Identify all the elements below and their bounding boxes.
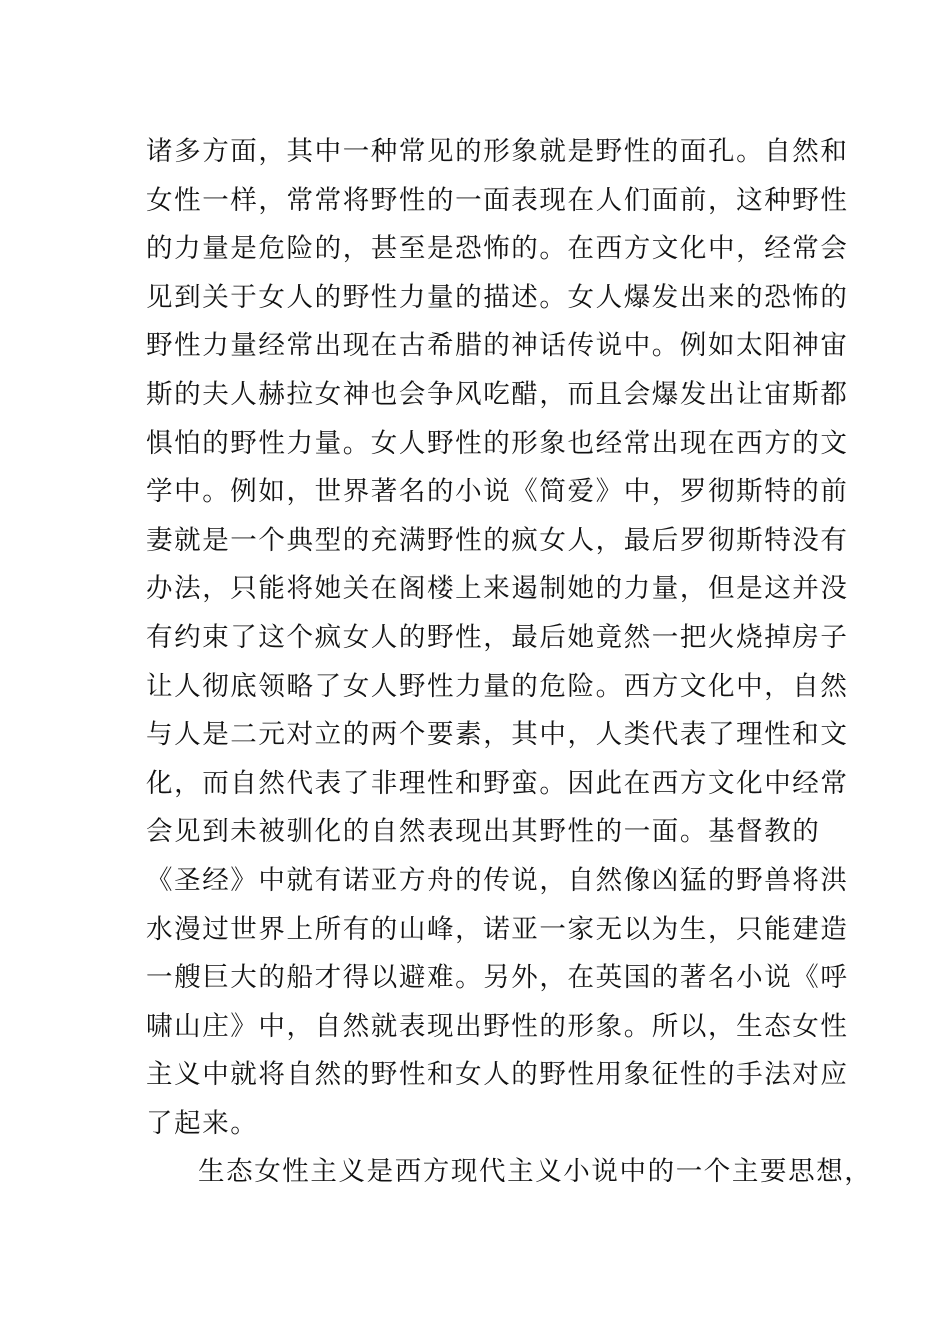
text-line: 妻就是一个典型的充满野性的疯女人，最后罗彻斯特没有 <box>146 524 849 556</box>
text-line: 有约束了这个疯女人的野性，最后她竟然一把火烧掉房子 <box>146 621 849 653</box>
text-line: 生态女性主义是西方现代主义小说中的一个主要思想， <box>198 1156 873 1188</box>
text-line: 女性一样，常常将野性的一面表现在人们面前，这种野性 <box>146 184 849 216</box>
text-line: 见到关于女人的野性力量的描述。女人爆发出来的恐怖的 <box>146 281 849 313</box>
text-line: 《圣经》中就有诺亚方舟的传说，自然像凶猛的野兽将洪 <box>146 864 849 896</box>
paragraph <box>146 128 849 1148</box>
text-line: 主义中就将自然的野性和女人的野性用象征性的手法对应 <box>146 1059 849 1091</box>
text-line: 化，而自然代表了非理性和野蛮。因此在西方文化中经常 <box>146 767 849 799</box>
text-line: 会见到未被驯化的自然表现出其野性的一面。基督教的 <box>146 816 821 848</box>
body-text <box>146 128 873 1197</box>
text-line: 诸多方面，其中一种常见的形象就是野性的面孔。自然和 <box>146 136 849 167</box>
text-line: 的力量是危险的，甚至是恐怖的。在西方文化中，经常会 <box>146 233 849 265</box>
text-line: 水漫过世界上所有的山峰，诺亚一家无以为生，只能建造 <box>146 913 849 945</box>
text-line: 让人彻底领略了女人野性力量的危险。西方文化中，自然 <box>146 670 849 702</box>
text-line: 与人是二元对立的两个要素，其中，人类代表了理性和文 <box>146 719 849 751</box>
text-line: 学中。例如，世界著名的小说《简爱》中，罗彻斯特的前 <box>146 476 849 508</box>
text-line: 惧怕的野性力量。女人野性的形象也经常出现在西方的文 <box>146 427 849 459</box>
paragraph <box>146 1148 873 1197</box>
text-line: 办法，只能将她关在阁楼上来遏制她的力量，但是这并没 <box>146 573 849 605</box>
text-line: 了起来。 <box>146 1107 259 1139</box>
text-line: 野性力量经常出现在古希腊的神话传说中。例如太阳神宙 <box>146 330 849 362</box>
text-line: 啸山庄》中，自然就表现出野性的形象。所以，生态女性 <box>146 1010 849 1042</box>
text-line: 斯的夫人赫拉女神也会争风吃醋，而且会爆发出让宙斯都 <box>146 378 849 410</box>
text-line: 一艘巨大的船才得以避难。另外，在英国的著名小说《呼 <box>146 962 849 994</box>
